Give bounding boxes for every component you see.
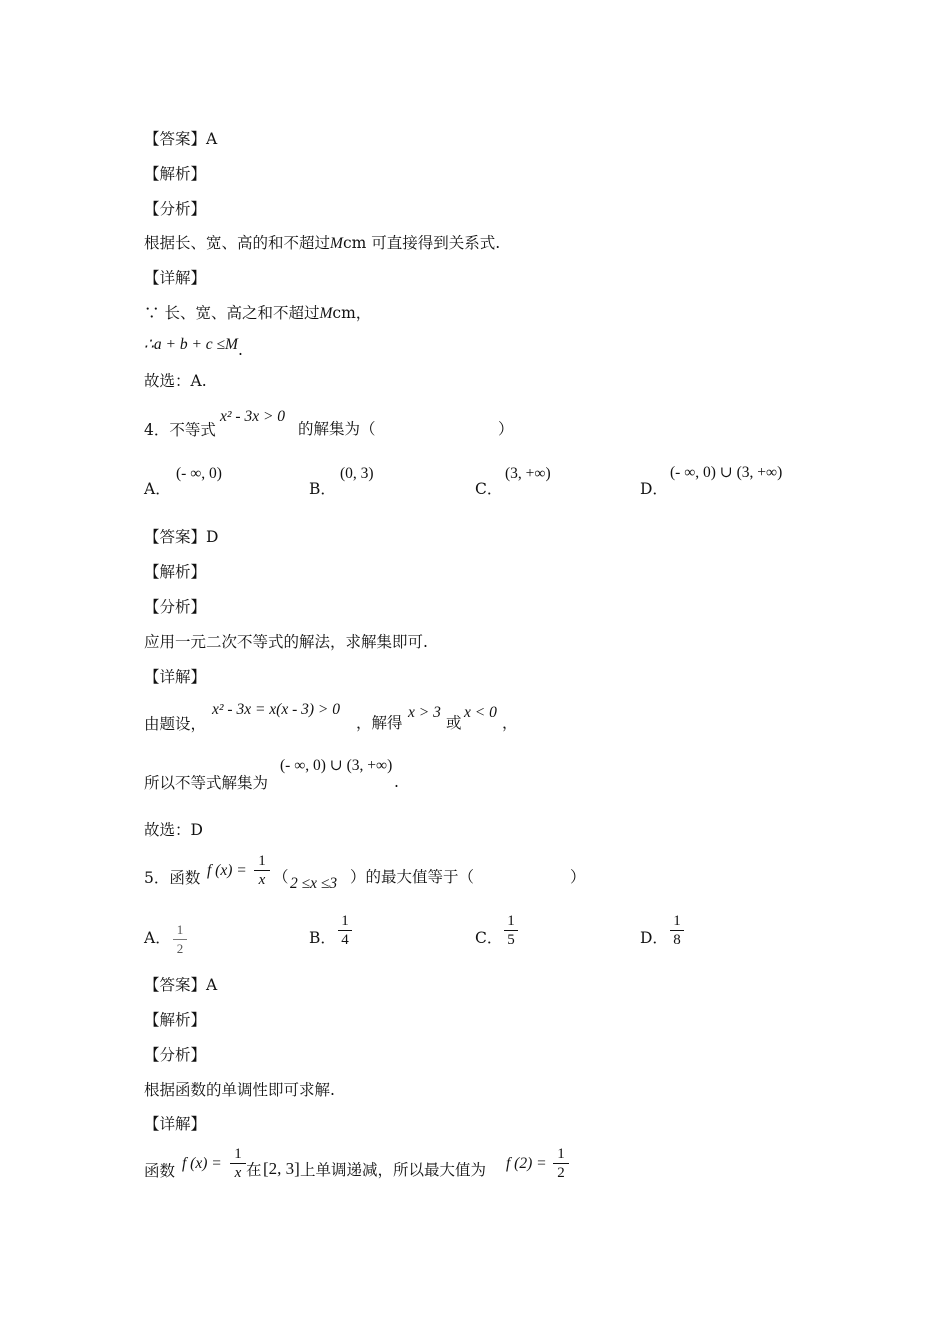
q5-option-b-fraction (338, 913, 352, 948)
q5-sol-a: 函数 (144, 1162, 176, 1180)
q3-because-text-b: cm， (332, 304, 372, 322)
q4-stem-num: 4．不等式 (144, 421, 216, 439)
q3-fenxi-text (144, 233, 500, 254)
q3-because-var: M (319, 305, 333, 322)
q4-option-c-expr: (3, +∞) (505, 465, 551, 482)
q5-stem-domain: 2 ≤x ≤3 (290, 875, 338, 892)
fraction-bar (504, 930, 518, 931)
q4-step1-expr2: x > 3 (408, 704, 441, 721)
q3-detail-heading: 【详解】 (144, 269, 207, 287)
q5-sol-c: 上单调递减，所以最大值为 (300, 1161, 487, 1179)
q5-option-b-num: 1 (341, 913, 349, 929)
q3-fenxi-text-b: cm 可直接得到关系式. (342, 234, 501, 252)
q4-stem-close: ） (498, 420, 514, 438)
q5-sol-f: f (x) = (182, 1155, 222, 1172)
fraction-bar (338, 930, 352, 931)
q4-answer: 【答案】D (144, 528, 219, 546)
fraction-bar (230, 1163, 246, 1164)
q3-therefore-line (144, 334, 243, 359)
q5-option-c-num: 1 (507, 913, 515, 929)
q4-option-d-expr: (- ∞, 0) ∪ (3, +∞) (670, 464, 783, 481)
q5-stem-f: f (x) = (207, 862, 247, 879)
q5-stem-tail: ）的最大值等于（ (350, 868, 475, 886)
q5-option-b-den: 4 (341, 932, 349, 948)
q4-option-a-label: A． (144, 480, 171, 498)
q4-option-a-expr: (- ∞, 0) (176, 465, 222, 482)
q5-stem-frac-den: x (258, 872, 266, 888)
q5-sol-fraction (230, 1146, 246, 1181)
q5-option-a-num: 1 (176, 922, 184, 937)
q3-therefore-end: . (237, 341, 243, 359)
q5-sol-interval: [2, 3] (263, 1159, 300, 1178)
q5-option-d-label: D． (640, 929, 668, 947)
q5-sol-fraction-2 (553, 1146, 569, 1181)
q5-answer: 【答案】A (144, 976, 218, 994)
q5-sol-num: 1 (234, 1146, 242, 1162)
q5-option-a-label: A． (144, 929, 171, 947)
q4-option-b-label: B． (309, 480, 336, 498)
q5-stem-close: ） (570, 868, 586, 886)
q4-step1-expr: x² - 3x = x(x - 3) > 0 (212, 701, 340, 718)
fraction-bar (553, 1163, 569, 1164)
q5-sol-b: 在 (246, 1161, 262, 1179)
q3-analysis-heading: 【解析】 (144, 165, 207, 183)
q4-analysis-heading: 【解析】 (144, 563, 207, 581)
q5-sol-den2: 2 (557, 1165, 565, 1181)
q5-stem-frac-num: 1 (258, 853, 266, 869)
q4-fenxi-heading: 【分析】 (144, 598, 207, 616)
q4-option-d-label: D． (640, 480, 668, 498)
because-symbol: ∵ (144, 304, 160, 322)
q5-option-d-fraction (670, 913, 684, 948)
q5-option-a-fraction (173, 922, 187, 957)
q4-step1-c: 或 (446, 714, 462, 732)
q4-stem-expr: x² - 3x > 0 (220, 408, 286, 425)
q3-answer: 【答案】A (144, 130, 218, 148)
q3-because-line (144, 303, 371, 324)
q3-therefore-expr: ∴a + b + c ≤M (144, 336, 238, 353)
fraction-bar (173, 939, 187, 940)
q5-option-c-label: C． (475, 929, 503, 947)
q5-option-d-den: 8 (673, 932, 681, 948)
q5-stem-paren-open: （ (273, 868, 289, 886)
q5-sol-num2: 1 (557, 1146, 565, 1162)
q5-analysis-heading: 【解析】 (144, 1011, 207, 1029)
q5-fenxi-heading: 【分析】 (144, 1046, 207, 1064)
q4-step1-d: ， (502, 714, 518, 732)
q5-detail-heading: 【详解】 (144, 1115, 207, 1133)
q4-option-b-expr: (0, 3) (340, 465, 374, 482)
q3-choice: 故选：A. (144, 372, 207, 390)
q4-option-c-label: C． (475, 480, 503, 498)
q4-step2-expr: (- ∞, 0) ∪ (3, +∞) (280, 757, 393, 774)
q4-step2-a: 所以不等式解集为 (144, 774, 269, 792)
q4-step1-a: 由题设， (144, 715, 207, 733)
q4-detail-heading: 【详解】 (144, 668, 207, 686)
q5-option-d-num: 1 (673, 913, 681, 929)
q5-sol-den: x (234, 1165, 242, 1181)
q3-fenxi-text-a: 根据长、宽、高的和不超过 (144, 234, 331, 252)
q4-step1-expr3: x < 0 (464, 704, 497, 721)
q5-option-b-label: B． (309, 929, 336, 947)
q4-step2-end: . (394, 773, 399, 791)
q5-stem-fraction (254, 853, 270, 888)
q5-sol-f2: f (2) = (506, 1155, 547, 1172)
q4-fenxi-text: 应用一元二次不等式的解法，求解集即可. (144, 633, 428, 651)
q3-fenxi-var: M (330, 235, 343, 252)
fraction-bar (670, 930, 684, 931)
q5-fenxi-text: 根据函数的单调性即可求解. (144, 1081, 335, 1099)
q3-because-text-a: 长、宽、高之和不超过 (164, 304, 320, 322)
q4-choice: 故选：D (144, 821, 203, 839)
q4-step1-b: ，解得 (356, 714, 403, 732)
q4-stem-tail: 的解集为（ (298, 420, 376, 438)
q3-fenxi-heading: 【分析】 (144, 200, 207, 218)
fraction-bar (254, 870, 270, 871)
q5-stem-num: 5．函数 (144, 869, 201, 887)
q5-option-c-fraction (504, 913, 518, 948)
q5-option-a-den: 2 (176, 941, 184, 956)
q5-option-c-den: 5 (507, 932, 515, 948)
